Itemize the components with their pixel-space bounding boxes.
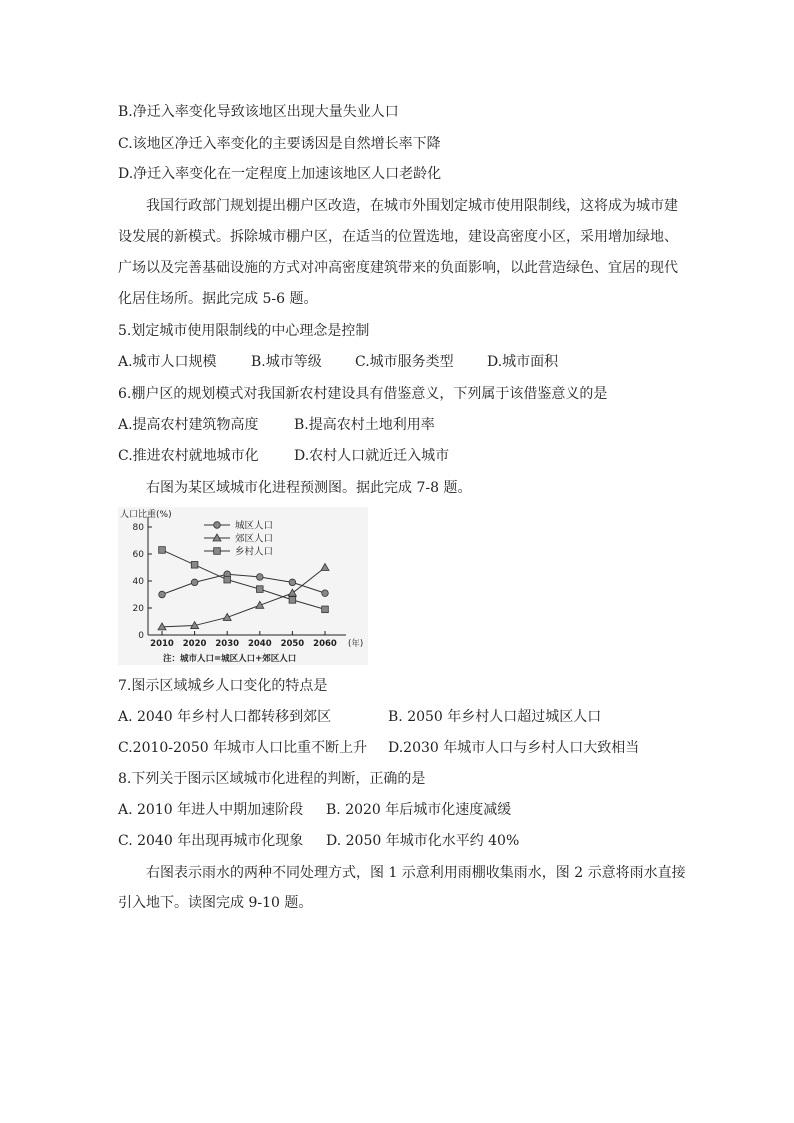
legend-label: 城区人口 bbox=[235, 520, 274, 532]
data-point-circle bbox=[257, 574, 264, 581]
x-tick-label: 2060 bbox=[313, 639, 337, 649]
urbanization-chart bbox=[118, 507, 368, 665]
q7-option-d: D.2030 年城市人口与乡村人口大致相当 bbox=[388, 740, 640, 756]
legend-label: 郊区人口 bbox=[235, 533, 274, 545]
q8-option-b: B. 2020 年后城市化速度减缓 bbox=[326, 802, 512, 818]
chart-note: 注：城市人口=城区人口+郊区人口 bbox=[163, 654, 297, 664]
data-point-square bbox=[322, 606, 329, 613]
q6-option-b: B.提高农村土地利用率 bbox=[294, 417, 435, 433]
data-point-square bbox=[159, 547, 166, 554]
data-point-square bbox=[224, 576, 231, 583]
data-point-circle bbox=[191, 579, 198, 586]
x-tick-label: 2020 bbox=[182, 639, 207, 649]
q5-option-b: B.城市等级 bbox=[251, 354, 322, 370]
passage-1-line-2: 设发展的新模式。拆除城市棚户区，在适当的位置选地，建设高密度小区，采用增加绿地、 bbox=[118, 229, 678, 245]
legend-label: 乡村人口 bbox=[235, 546, 274, 558]
q7-option-b: B. 2050 年乡村人口超过城区人口 bbox=[388, 709, 602, 725]
x-tick-label: 2050 bbox=[280, 639, 305, 649]
legend-marker-circle bbox=[214, 522, 221, 529]
question-5: 5.划定城市使用限制线的中心理念是控制 bbox=[118, 323, 370, 339]
q6-option-d: D.农村人口就近迁入城市 bbox=[294, 448, 450, 464]
q4-option-c: C.该地区净迁入率变化的主要诱因是自然增长率下降 bbox=[118, 136, 441, 152]
y-tick-label: 20 bbox=[132, 604, 144, 614]
q5-option-a: A.城市人口规模 bbox=[118, 354, 217, 370]
x-tick-label: 2030 bbox=[215, 639, 240, 649]
data-point-circle bbox=[322, 590, 329, 597]
q8-option-c: C. 2040 年出现再城市化现象 bbox=[118, 833, 304, 849]
y-tick-label: 0 bbox=[138, 631, 144, 641]
passage-2: 右图为某区域城市化进程预测图。据此完成 7-8 题。 bbox=[146, 480, 472, 496]
q5-option-d: D.城市面积 bbox=[487, 354, 559, 370]
q7-option-a: A. 2040 年乡村人口都转移到郊区 bbox=[118, 709, 332, 725]
q8-option-a: A. 2010 年进人中期加速阶段 bbox=[118, 802, 304, 818]
x-tick-label: 2010 bbox=[150, 639, 174, 649]
q7-option-c: C.2010-2050 年城市人口比重不断上升 bbox=[118, 740, 368, 756]
passage-1-line-3: 广场以及完善基础设施的方式对冲高密度建筑带来的负面影响，以此营造绿色、宜居的现代 bbox=[118, 260, 678, 276]
passage-3-line-2: 引入地下。读图完成 9-10 题。 bbox=[118, 895, 313, 911]
passage-1-line-4: 化居住场所。据此完成 5-6 题。 bbox=[118, 291, 318, 307]
data-point-circle bbox=[289, 579, 296, 586]
y-tick-label: 40 bbox=[132, 577, 144, 587]
q6-option-c: C.推进农村就地城市化 bbox=[118, 448, 259, 464]
data-point-square bbox=[191, 562, 198, 569]
passage-1-line-1: 我国行政部门规划提出棚户区改造，在城市外围划定城市使用限制线，这将成为城市建 bbox=[146, 198, 678, 214]
question-6: 6.棚户区的规划模式对我国新农村建设具有借鉴意义，下列属于该借鉴意义的是 bbox=[118, 386, 608, 402]
y-tick-label: 80 bbox=[132, 523, 144, 533]
q4-option-b: B.净迁入率变化导致该地区出现大量失业人口 bbox=[118, 104, 399, 120]
y-tick-label: 60 bbox=[132, 550, 144, 560]
q8-option-d: D. 2050 年城市化水平约 40% bbox=[326, 833, 520, 849]
question-8: 8.下列关于图示区域城市化进程的判断，正确的是 bbox=[118, 771, 426, 787]
legend-marker-square bbox=[214, 548, 221, 555]
y-axis-label: 人口比重(%) bbox=[120, 510, 172, 520]
data-point-square bbox=[289, 597, 296, 604]
data-point-circle bbox=[159, 591, 166, 598]
x-tick-label: 2040 bbox=[247, 639, 272, 649]
q6-option-a: A.提高农村建筑物高度 bbox=[118, 417, 259, 433]
passage-3-line-1: 右图表示雨水的两种不同处理方式，图 1 示意利用雨棚收集雨水，图 2 示意将雨水直接 bbox=[146, 865, 686, 881]
data-point-square bbox=[257, 586, 264, 593]
x-axis-label: (年) bbox=[348, 639, 364, 649]
question-7: 7.图示区域城乡人口变化的特点是 bbox=[118, 678, 328, 694]
q5-option-c: C.城市服务类型 bbox=[355, 354, 454, 370]
q4-option-d: D.净迁入率变化在一定程度上加速该地区人口老龄化 bbox=[118, 166, 442, 182]
